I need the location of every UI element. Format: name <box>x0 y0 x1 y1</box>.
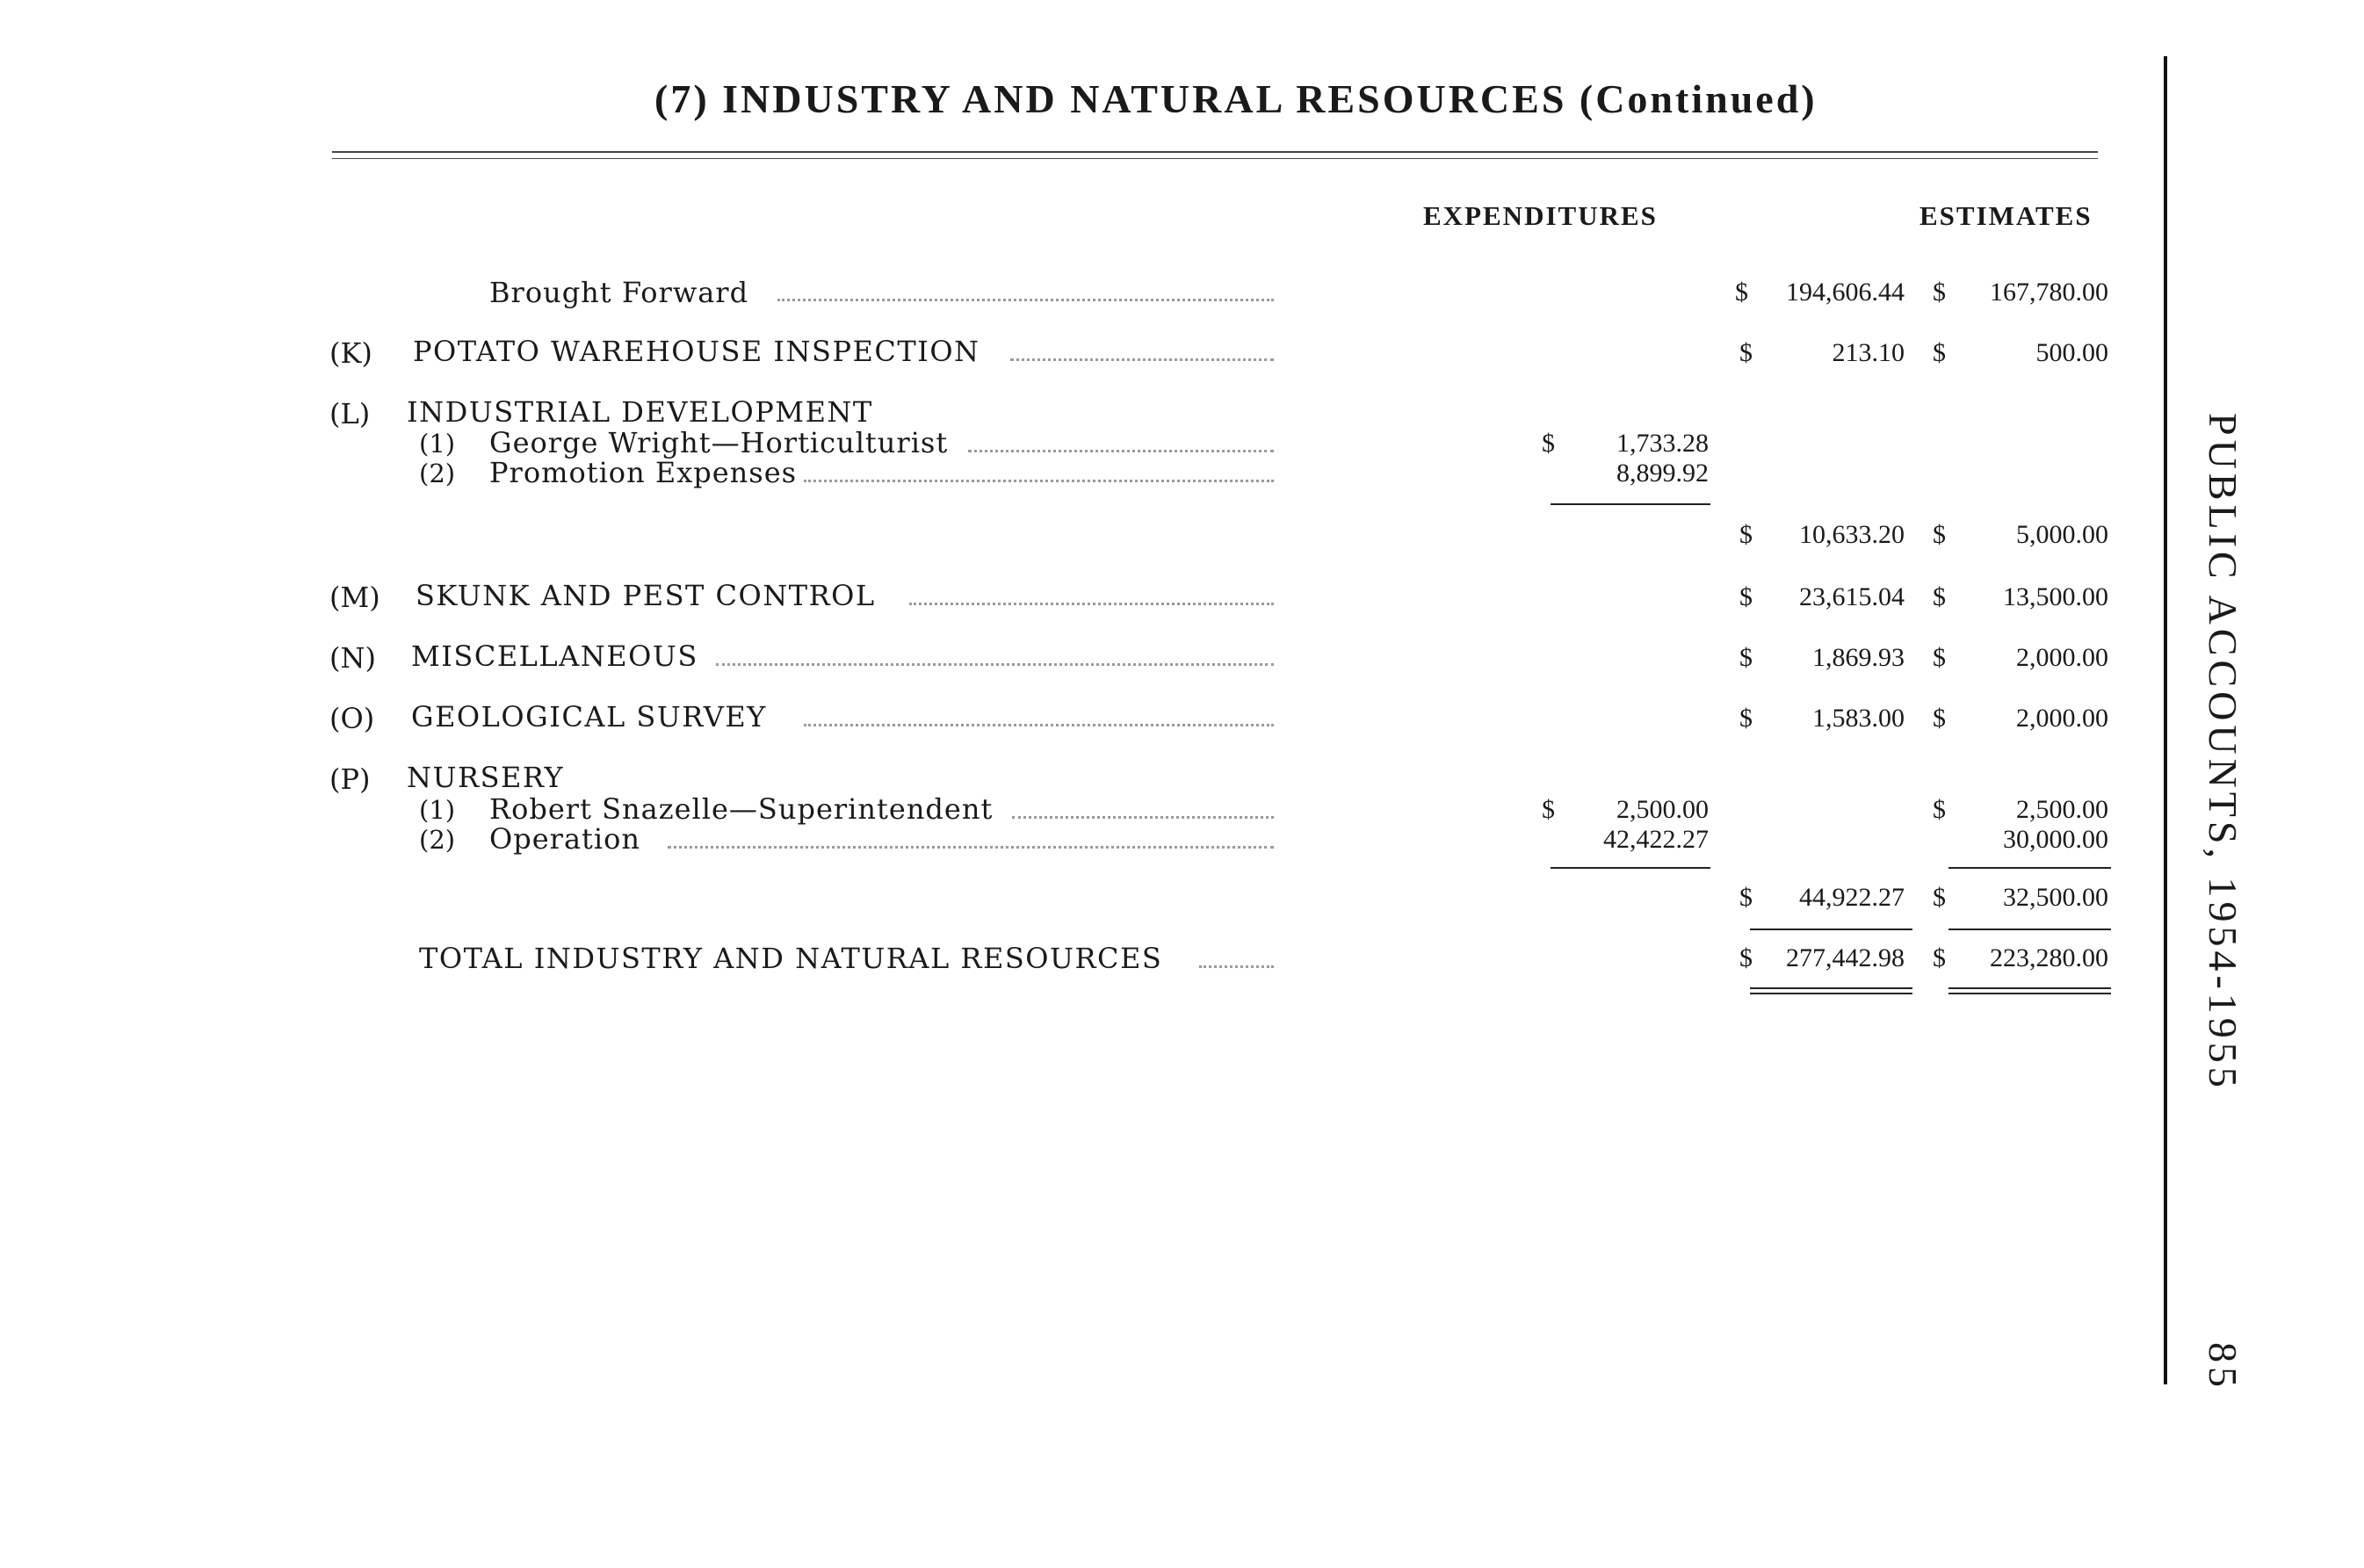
currency-symbol: $ <box>1933 338 1946 367</box>
nursery-total: 44,922.27 <box>1799 883 1905 912</box>
geological-survey-label: GEOLOGICAL SURVEY <box>411 700 767 733</box>
subtotal-rule <box>1551 867 1710 869</box>
section-letter-m: (M) <box>329 581 380 614</box>
george-wright-amount: 1,733.28 <box>1616 429 1709 458</box>
dot-leader <box>968 450 1274 452</box>
dot-leader <box>1010 358 1274 361</box>
dot-leader <box>777 299 1274 301</box>
dot-leader <box>804 724 1274 726</box>
section-letter-l: (L) <box>329 397 371 430</box>
currency-symbol: $ <box>1933 795 1946 824</box>
currency-symbol: $ <box>1933 520 1946 549</box>
page-title: (7) INDUSTRY AND NATURAL RESOURCES (Continued) <box>654 76 1818 121</box>
total-rule <box>1948 929 2111 930</box>
robert-snazelle-label: Robert Snazelle—Superintendent <box>489 792 994 826</box>
total-rule <box>1750 929 1912 930</box>
section-letter-o: (O) <box>329 702 375 735</box>
skunk-pest-control-total: 23,615.04 <box>1799 582 1905 611</box>
robert-snazelle-estimate: 2,500.00 <box>2016 795 2108 824</box>
dot-leader <box>716 663 1274 666</box>
brought-forward-total: 194,606.44 <box>1786 278 1905 307</box>
currency-symbol: $ <box>1542 429 1555 458</box>
geological-survey-total: 1,583.00 <box>1812 704 1905 733</box>
currency-symbol: $ <box>1739 943 1753 972</box>
industrial-development-total: 10,633.20 <box>1799 520 1905 549</box>
subtotal-rule <box>1551 503 1710 505</box>
nursery-estimate: 32,500.00 <box>2003 883 2108 912</box>
promotion-expenses-label: Promotion Expenses <box>489 456 798 489</box>
grand-total-double-rule <box>1948 993 2111 994</box>
section-letter-p: (P) <box>329 762 371 796</box>
robert-snazelle-amount: 2,500.00 <box>1616 795 1709 824</box>
currency-symbol: $ <box>1933 582 1946 611</box>
potato-warehouse-total: 213.10 <box>1832 338 1905 367</box>
item-number: (2) <box>419 459 456 488</box>
item-number: (2) <box>419 825 456 855</box>
geological-survey-estimate: 2,000.00 <box>2016 704 2108 733</box>
running-head: PUBLIC ACCOUNTS, 1954-1955 <box>2201 413 2245 1092</box>
operation-estimate: 30,000.00 <box>2003 825 2108 854</box>
brought-forward-label: Brought Forward <box>489 276 749 309</box>
currency-symbol: $ <box>1933 943 1946 972</box>
currency-symbol: $ <box>1542 795 1555 824</box>
section-letter-n: (N) <box>329 641 376 675</box>
miscellaneous-estimate: 2,000.00 <box>2016 643 2108 672</box>
grand-total-double-rule <box>1750 993 1912 994</box>
promotion-expenses-amount: 8,899.92 <box>1616 459 1709 488</box>
dot-leader <box>804 480 1274 482</box>
grand-total-double-rule <box>1948 987 2111 989</box>
item-number: (1) <box>419 795 456 825</box>
grand-total-estimate: 223,280.00 <box>1990 943 2108 972</box>
section-letter-k: (K) <box>329 336 372 370</box>
page-number: 85 <box>2201 1342 2245 1391</box>
currency-symbol: $ <box>1933 278 1946 307</box>
industrial-development-label: INDUSTRIAL DEVELOPMENT <box>407 395 873 429</box>
dot-leader <box>1199 965 1274 968</box>
brought-forward-estimate: 167,780.00 <box>1990 278 2108 307</box>
currency-symbol: $ <box>1933 883 1946 912</box>
item-number: (1) <box>419 429 456 459</box>
nursery-label: NURSERY <box>407 761 565 794</box>
currency-symbol: $ <box>1739 704 1753 733</box>
currency-symbol: $ <box>1739 883 1753 912</box>
skunk-pest-control-label: SKUNK AND PEST CONTROL <box>416 579 876 612</box>
title-rule-top <box>332 151 2098 153</box>
expenditures-header: EXPENDITURES <box>1423 200 1658 231</box>
currency-symbol: $ <box>1739 643 1753 672</box>
operation-amount: 42,422.27 <box>1603 825 1709 854</box>
miscellaneous-label: MISCELLANEOUS <box>411 639 698 673</box>
currency-symbol: $ <box>1739 338 1753 367</box>
potato-warehouse-label: POTATO WAREHOUSE INSPECTION <box>413 335 980 368</box>
currency-symbol: $ <box>1933 704 1946 733</box>
george-wright-label: George Wright—Horticulturist <box>489 426 949 459</box>
miscellaneous-total: 1,869.93 <box>1812 643 1905 672</box>
subtotal-rule <box>1948 867 2111 869</box>
operation-label: Operation <box>489 822 640 856</box>
currency-symbol: $ <box>1739 582 1753 611</box>
dot-leader <box>1012 816 1274 819</box>
industrial-development-estimate: 5,000.00 <box>2016 520 2108 549</box>
margin-rule <box>2164 56 2167 1384</box>
dot-leader <box>668 846 1274 849</box>
skunk-pest-control-estimate: 13,500.00 <box>2003 582 2108 611</box>
grand-total-amount: 277,442.98 <box>1786 943 1905 972</box>
currency-symbol: $ <box>1933 643 1946 672</box>
grand-total-label: TOTAL INDUSTRY AND NATURAL RESOURCES <box>419 942 1163 975</box>
currency-symbol: $ <box>1739 520 1753 549</box>
estimates-header: ESTIMATES <box>1919 200 2093 231</box>
grand-total-double-rule <box>1750 987 1912 989</box>
currency-symbol: $ <box>1735 278 1748 307</box>
potato-warehouse-estimate: 500.00 <box>2035 338 2108 367</box>
dot-leader <box>909 603 1274 605</box>
title-rule-bottom <box>332 158 2098 159</box>
